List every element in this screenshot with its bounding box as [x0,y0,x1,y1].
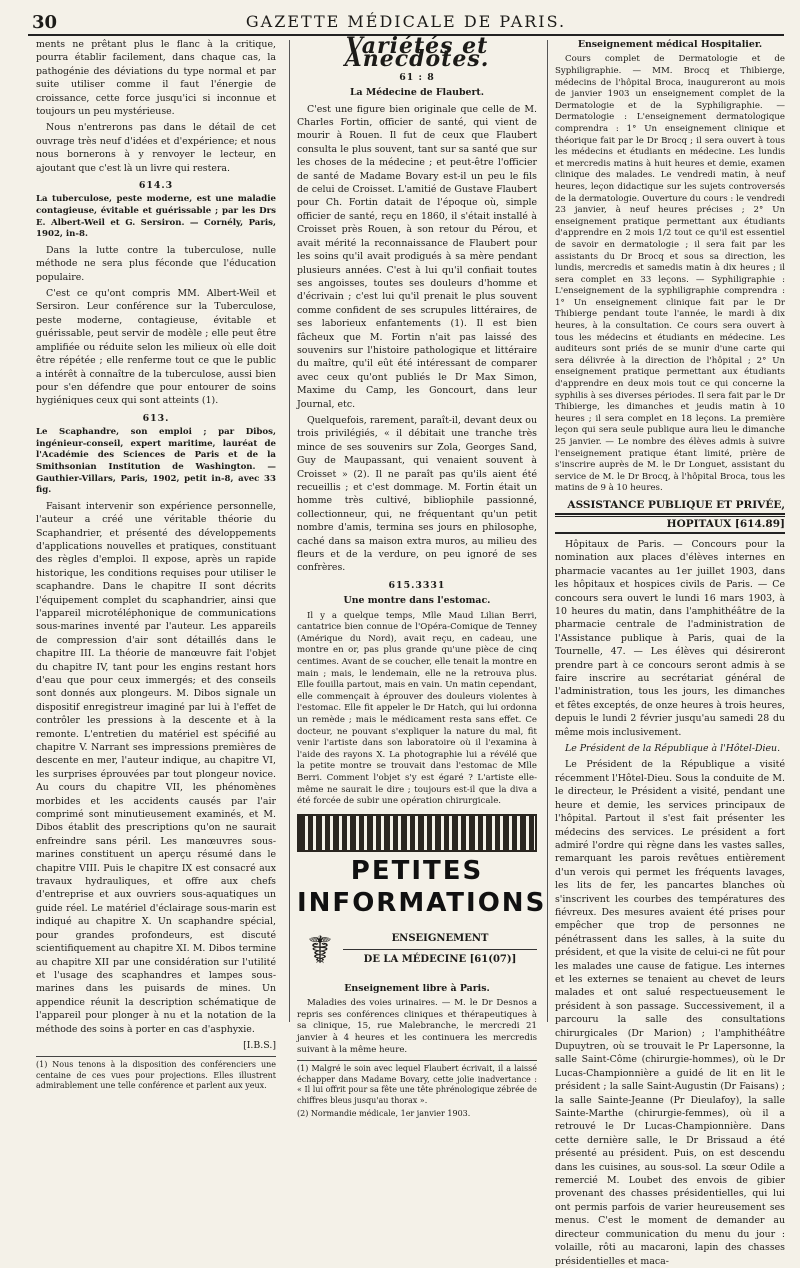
enseignement-label: ENSEIGNEMENT [343,929,537,950]
decorative-border [297,814,537,852]
paragraph: ments ne prêtant plus le flanc à la critique, pourra établir facilement, dans chaque cas, la pathogénie des déviations du type normal et par suite utiliser comme il faut l'énergie de croissance, cette force jusqu'ici si inconnue et toujours un peu mystérieuse. [36,39,276,118]
footnote: (1) Nous tenons à la disposition des conférenciers une centaine de ces vues pour projections. Elles illustrent admirablement une telle conférence et parlent aux yeux. [36,1056,276,1092]
paragraph: Hôpitaux de Paris. — Concours pour la nomination aux places d'élèves internes en pharmacie vacantes au 1er juillet 1903, dans les hôpitaux et hospices civils de Paris. — Ce concours sera ouvert le lundi 16 mars 1903, à 10 heures du matin, dans l'amphithéâtre de la pharmacie centrale de l'administration de l'Assistance publique à Paris, quai de la Tournelle, 47. — Les élèves qui désireront prendre part à ce concours seront admis à se faire inscrire au secrétariat général de l'administration, tous les jours, les dimanches et fêtes exceptés, de onze heures à trois heures, depuis le lundi 2 février jusqu'au samedi 28 du même mois inclusivement. [555,538,785,738]
medecine-label: DE LA MÉDECINE [61(07)] [363,954,517,966]
paragraph: Quelquefois, rarement, paraît-il, devant deux ou trois privilégiés, « il débitait une tranche très mince de ses souvenirs sur Zola, Georges Sand, Guy de Maupassant, qui venaient souvent à Croisset » (2). Il ne paraît pas qu'ils aient été recueillis ; et c'est dommage. M. Fortin était un homme très cultivé, bibliophile passionné, collectionneur, qui, ne fréquentant qu'un petit nombre d'amis, termina ses jours en philosophe, caché dans sa maison extra muros, au milieu des fleurs et de la verdure, on peu ignoré de ses confrères. [297,414,537,574]
section-title: ASSISTANCE PUBLIQUE ET PRIVÉE, [555,498,785,515]
enseignement-header [297,922,537,978]
classification-number: 61 : 8 [399,71,435,83]
book-entry: Le Scaphandre, son emploi ; par Dibos, ingénieur-conseil, expert maritime, lauréat de l'Académie des Sciences de Paris et de la Smithsonian Institution de Washington. — Gauthier-Villars, Paris, 1902, petit in-8, avec 33 fig. [36,427,276,496]
journal-title: GAZETTE MÉDICALE DE PARIS. [245,12,567,31]
informations-title: INFORMATIONS [297,887,547,918]
column-rule-1 [289,40,290,1022]
footnote: (1) Malgré le soin avec lequel Flaubert écrivait, il a laissé échapper dans Madame Bovary, cette jolie inadvertance : « Il lui offrit pour sa fête une tête phrénologique zébrée de chiffres bleus jusqu'au thorax ». [297,1060,537,1106]
classification-number: 615.3331 [388,579,446,591]
classification-number: 613. [142,412,170,424]
paragraph: Nous n'entrerons pas dans le détail de cet ouvrage très neuf d'idées et d'expérience; et nous nous bornerons à y renvoyer le lecteur, en ajoutant que c'est là un livre qui restera. [36,122,276,174]
article-title: Enseignement libre à Paris. [344,982,490,994]
classification-number: 614.3 [138,180,174,192]
article-title: Une montre dans l'estomac. [343,595,491,607]
section-title: Variétés et Anecdotes. [344,33,490,73]
book-entry: La tuberculose, peste moderne, est une maladie contagieuse, évitable et guérissable ; par les Drs E. Albert-Weil et G. Sersiron. — Cornély, Paris, 1902, in-8. [36,194,276,240]
footnote: (2) Normandie médicale, 1er janvier 1903. [297,1109,471,1119]
section-subtitle: HOPITAUX [614.89] [555,516,785,534]
paragraph: C'est une figure bien originale que celle de M. Charles Fortin, officier de santé, qui vient de mourir à Rouen. Il fut de ceux que Flaubert consulta le plus souvent, tant sur sa santé que sur les choses de la médecine ; et peut-être l'officier de santé de Madame Bovary est-il un peu le fils de celui de Croisset. L'amitié de Gustave Flaubert pour Ch. Fortin datait de l'époque où, simple officier de santé, reçu en 1860, il s'était installé à Croisset près Rouen, à son retour du Pérou, et avait mérité la reconnaissance de Flaubert pour les soins qu'il avait prodigués à sa mère pendant plusieurs années. C'est à lui qu'il confiait toutes ses angoisses, toutes ses douleurs d'homme et d'écrivain ; c'est lui qu'il prenait le plus souvent comme confident de ses scrupules littéraires, de ses laborieux enfantements (1). Il est bien fâcheux que M. Fortin n'ait pas laissé des souvenirs sur l'histoire pathologique et littéraire du maître, qu'il eût été intéressant de comparer avec ceux qu'ont publiés le Dr Max Simon, Maxime du Camp, les Goncourt, dans leur Journal, etc. [297,103,537,410]
paragraph: Il y a quelque temps, Mlle Maud Lilian Berri, cantatrice bien connue de l'Opéra-Comique de Tenney (Amérique du Nord), avait reçu, en cadeau, une montre en or, pas plus grande qu'une pièce de cinq centimes. Avant de se coucher, elle tenait la montre en main ; mais, le lendemain, elle ne la retrouva plus. Elle fouilla partout, mais en vain. Un matin cependant, elle commençait à éprouver des douleurs violentes à l'estomac. Elle fit appeler le Dr Hatch, qui lui ordonna un remède ; mais le médicament resta sans effet. Ce docteur, ne pouvant s'expliquer la nature du mal, fit venir l'artiste dans son laboratoire où il l'examina à l'aide des rayons X. La photographie lui a révélé que la petite montre se trouvait dans l'estomac de Mlle Berri. Comment l'objet s'y est égaré ? L'artiste elle-même ne saurait le dire ; toujours est-il que la diva a été forcée de subir une opération chirurgicale. [297,610,537,807]
page-number: 30 [32,12,58,33]
paragraph: Maladies des voies urinaires. — M. le Dr Desnos a repris ses conférences cliniques et thérapeutiques à sa clinique, 15, rue Malebranche, le mercredi 21 janvier à 4 heures et les continuera les mercredis suivant à la même heure. [297,998,537,1055]
column-left [36,38,276,1091]
column-middle [297,33,547,1119]
signature: [I.B.S.] [243,1039,276,1051]
paragraph: Faisant intervenir son expérience personnelle, l'auteur a créé une véritable théorie du Scaphandrier, et présenté des développements d'applications nouvelles et pratiques, constituant des règles d'emploi. Il expose, après un rapide historique, les conditions requises pour utiliser le scaphandre. Dans le chapitre II sont décrits l'équipement complet du scaphandrier, ainsi que l'appareil microtéléphonique de communications sous-marines inventé par l'auteur. Les appareils de compression d'air sont détaillés dans le chapitre III. La théorie de manœuvre fait l'objet du chapitre IV, tant pour les engins restant hors d'eau que pour ceux immergés; et des conseils sont donnés aux plongeurs. M. Dibos signale un dispositif enregistreur imaginé par lui à l'effet de contrôler les pressions à la descente et à la remonte. L'entretien du matériel est spécifié au chapitre V. Narrant ses impressions premières de descente en mer, l'auteur indique, au chapitre VI, les surprises éprouvées par tout plongeur novice. Au cours du chapitre VII, les phénomènes morbides et les accidents causés par l'air comprimé sont minutieusement examinés, et M. Dibos établit des prescriptions qu'on ne saurait enfreindre sans péril. Les manœuvres sous-marines constituent un aperçu résumé dans le chapitre VIII. Puis le chapitre IX est consacré aux travaux hydrauliques, et offre aux chefs d'entreprise et aux ouvriers sous-aquatiques un guide réel. Le matériel d'éclairage sous-marin est indiqué au chapitre X. Un scaphandre spécial, pour grandes profondeurs, est discuté scientifiquement au chapitre XI. M. Dibos termine au chapitre XII par une considération sur l'utilité et l'usage des scaphandres et lampes sous-marines dans les puisards de mines. Un appendice réunit la description schématique de l'appareil pour plonger à nu et la notation de la méthode des soins à porter en cas d'asphyxie. [36,500,276,1035]
article-title: Le Président de la République à l'Hôtel-Dieu. [565,743,781,755]
petites-title: PETITES [350,855,484,886]
page-header [28,0,784,36]
caduceus-icon: ☤ [307,927,333,972]
paragraph: Cours complet de Dermatologie et de Syphiligraphie. — MM. Brocq et Thibierge, médecins de l'hôpital Broca, inaugureront au mois de janvier 1903 un enseignement complet de la Dermatologie et de la Syphiligraphie. — Dermatologie : L'enseignement dermatologique comprendra : 1° Un enseignement clinique et théorique fait par le Dr Brocq ; il sera ouvert à tous les médecins et étudiants en médecine. Les lundis et mercredis matins à huit heures et demie, examen clinique des malades. Le vendredi matin, à neuf heures, leçon didactique sur les sujets controversés de la dermatologie. Ouverture du cours : le vendredi 23 janvier, à neuf heures précises ; 2° Un enseignement pratique permettant aux étudiants d'apprendre en 2 mois 1/2 tout ce qu'il est essentiel de savoir en dermatologie ; il sera fait par les assistants du Dr Brocq et sous sa direction, les lundis, mercredis et samedis matin à dix heures ; il sera complet en 33 leçons. — Syphiligraphie : L'enseignement de la syphiligraphie comprendra : 1° Un enseignement clinique fait par le Dr Thibierge pendant toute l'année, le mardi à dix heures, à la consultation. Ce cours sera ouvert à tous les médecins et étudiants en médecine. Les auditeurs sont priés de se munir d'une carte qui sera délivrée à la direction de l'hôpital ; 2° Un enseignement pratique permettant aux étudiants d'apprendre en deux mois tout ce qui concerne la syphilis à ses diverses périodes. Il sera fait par le Dr Thibierge, les dimanches et jeudis matin à 10 heures ; il sera complet en 18 leçons. La première leçon qui sera seule publique aura lieu le dimanche 25 janvier. — Le nombre des élèves admis à suivre l'enseignement pratique étant limité, prière de s'inscrire auprès de M. le Dr Longuet, assistant du service de M. le Dr Brocq, à l'hôpital Broca, tous les matins de 9 à 10 heures. [555,54,785,494]
paragraph: Dans la lutte contre la tuberculose, nulle méthode ne sera plus féconde que l'éducation populaire. [36,244,276,283]
column-right [555,38,785,1267]
section-title: Enseignement médical Hospitalier. [577,39,763,50]
paragraph: Le Président de la République a visité récemment l'Hôtel-Dieu. Sous la conduite de M. le directeur, le Président a visité, pendant une heure et demie, les services principaux de l'hôpital. Partout il s'est fait présenter les médecins des services. Le président a fort admiré l'ordre qui règne dans les vastes salles, remarquant les parois revêtues entièrement d'un verois qui permet les fréquents lavages, les lits de fer, les pancartes blanches où s'inscrivent les courbes des températures des fiévreux. Des mesures avaient été prises pour empêcher que trop de personnes ne pénétrassent dans les salles, à la suite du président, et que la visite de celui-ci ne fût pour les malades une cause de fatigue. Les internes et les externes se tenaient au chevet de leurs malades et ont salué respectueusement le président à son passage. Successivement, il a parcouru la salle des consultations chirurgicales (Dr Marion) ; l'amphithéâtre Dupuytren, où se trouvait le Pr Lapersonne, la salle Saint-Côme (chirurgie-hommes), où le Dr Lucas-Championnière a guidé de lit en lit le président ; la salle Saint-Augustin (Dr Faisans) ; la salle Sainte-Jeanne (Pr Dieulafoy), la salle Sainte-Marthe (chirurgie-femmes), où il a retrouvé le Dr Lucas-Championnière. Dans cette dernière salle, le Dr Brissaud a été présenté au président. Puis, on est descendu dans les cuisines, au sous-sol. La sœur Odile a remercié M. Loubet des envois de gibier provenant des chasses présidentielles, qui lui ont permis parfois de varier heureusement ses menus. C'est le moment de demander au directeur communication du menu du jour : volaille, rôti au macaroni, lapin des chasses présidentielles et maca- [555,759,785,1267]
paragraph: C'est ce qu'ont compris MM. Albert-Weil et Sersiron. Leur conférence sur la Tuberculose, peste moderne, contagieuse, évitable et guérissable, peut servir de modèle ; elle peut être amplifiée ou réduite selon les milieux où elle doit être répétée ; elle renferme tout ce que le public a intérêt à connaître de la tuberculose, aussi bien pour s'en défendre que pour entourer de soins hygiéniques ceux qui sont atteints (1). [36,288,276,407]
article-title: La Médecine de Flaubert. [349,87,485,99]
column-rule-2 [547,40,548,1022]
